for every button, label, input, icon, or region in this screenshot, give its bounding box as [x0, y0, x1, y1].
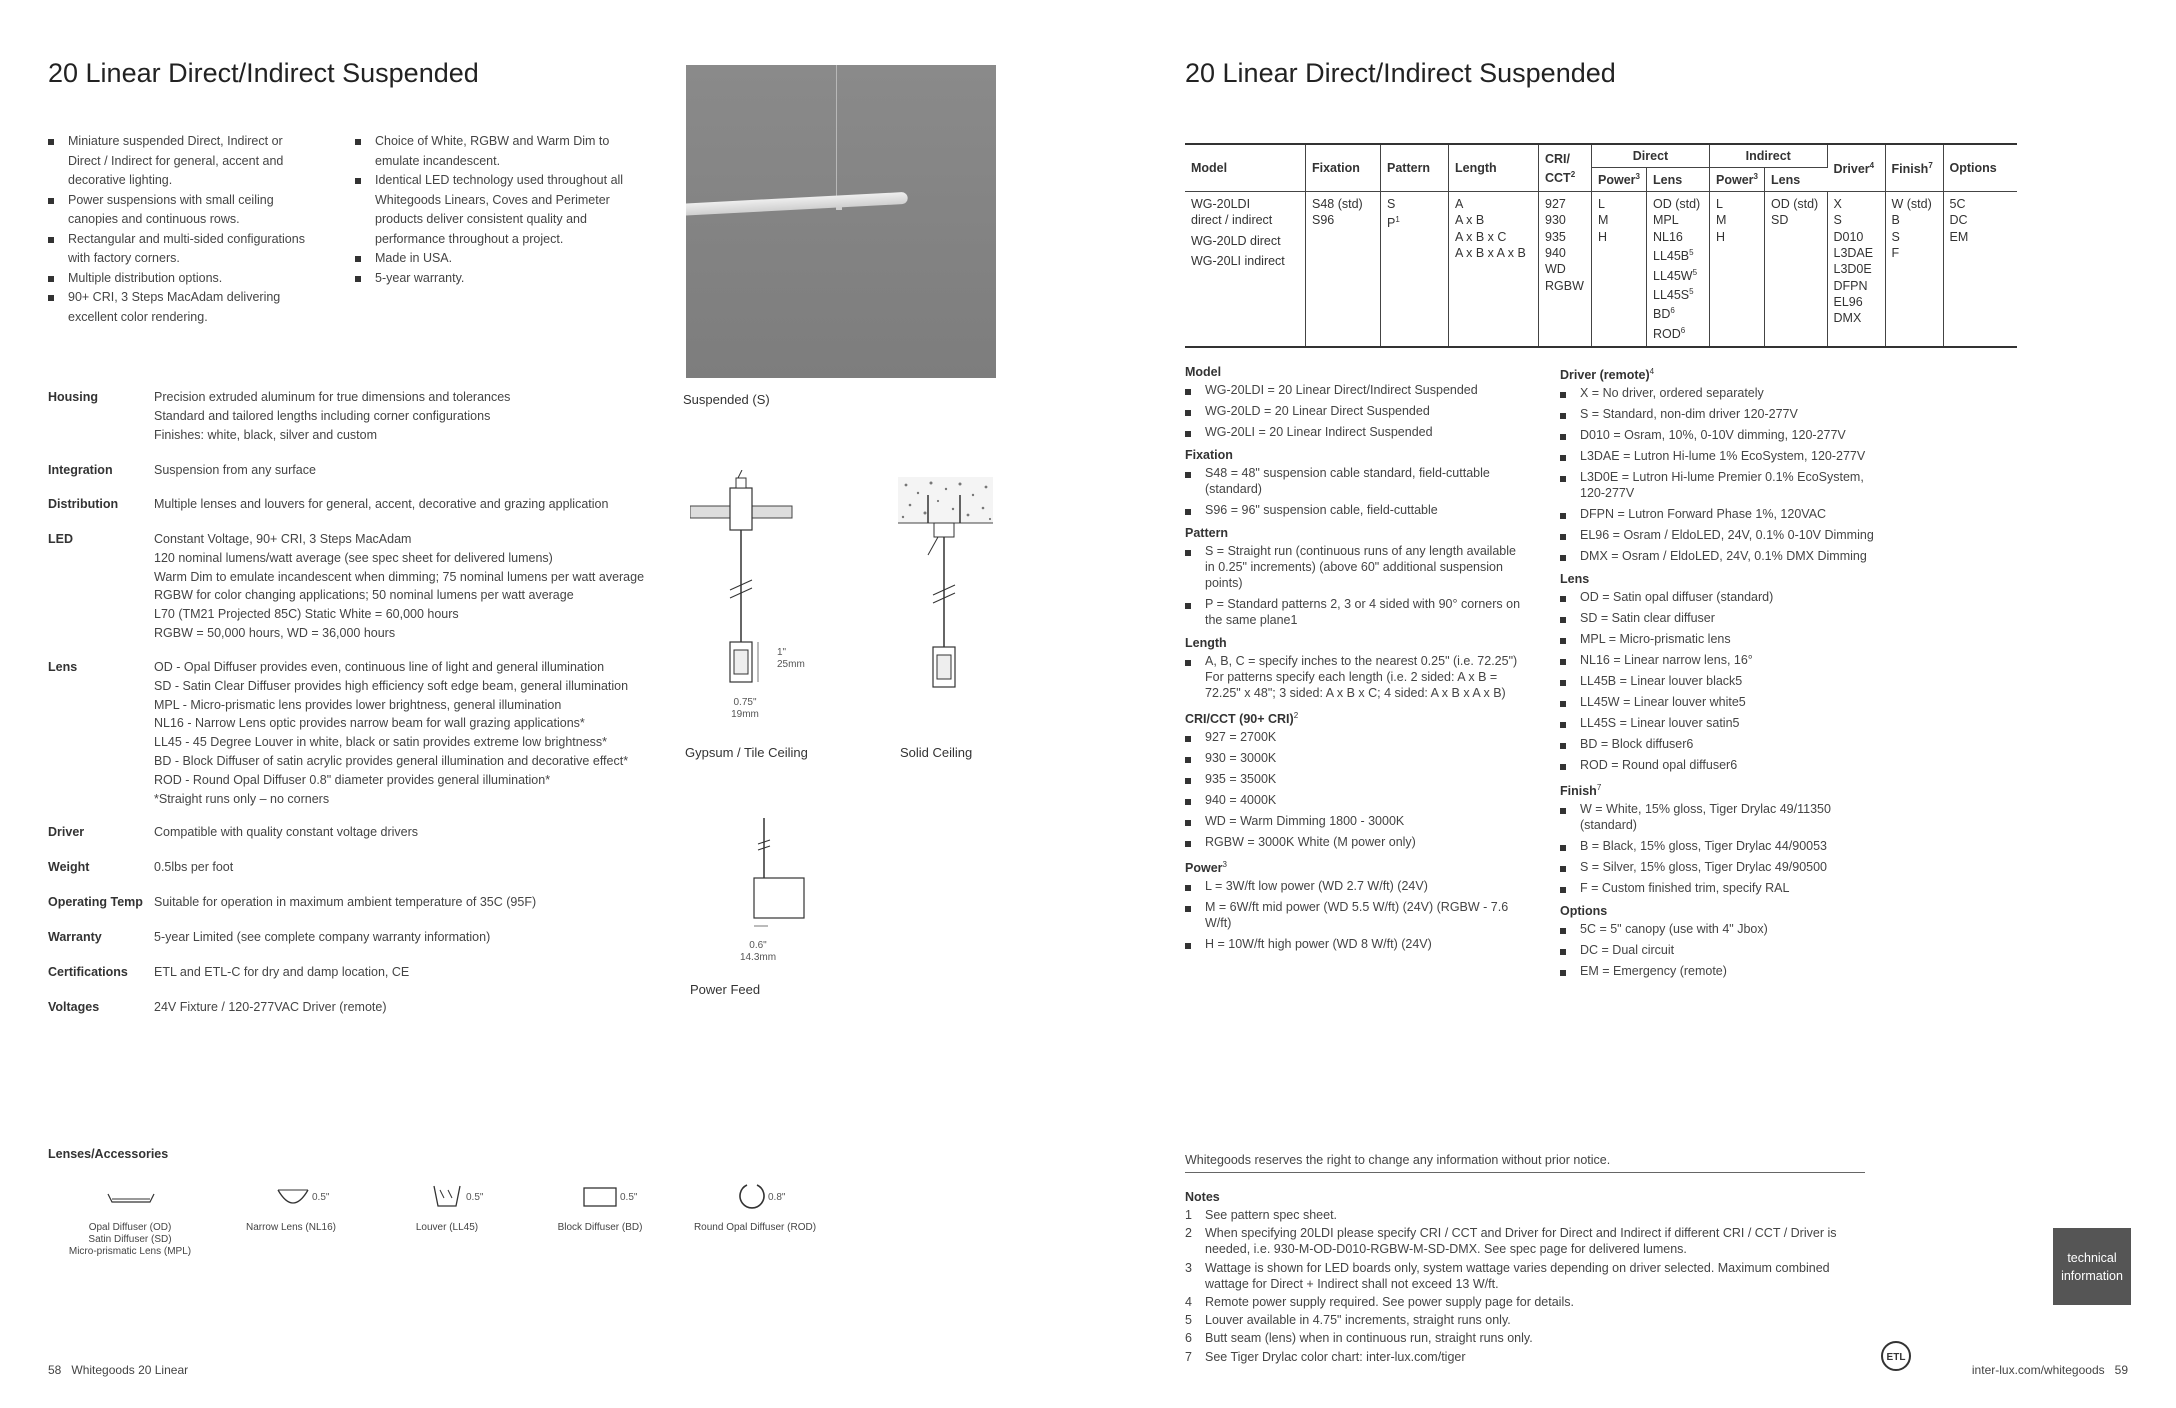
- cell-value: W (std): [1891, 197, 1932, 212]
- right-footer: [1972, 1363, 2128, 1377]
- footnote-ref: 2: [1570, 169, 1576, 179]
- option-item: WG-20LDI = 20 Linear Direct/Indirect Suspended: [1185, 382, 1525, 398]
- section-head-label: Finish: [1560, 784, 1597, 799]
- spec-label: Integration: [48, 463, 113, 477]
- cell-value: A x B x A x B: [1455, 246, 1526, 261]
- col-model: Model: [1185, 144, 1306, 192]
- cell-value: X: [1833, 197, 1842, 212]
- footnote-ref: 3: [1635, 172, 1640, 181]
- footnote-ref: 5: [1689, 286, 1694, 296]
- cell-indirect-lens: [1765, 192, 1828, 348]
- note-item: [1185, 1349, 1845, 1365]
- spec-value: Finishes: white, black, silver and custom: [154, 427, 378, 442]
- spec-label: LED: [48, 532, 73, 546]
- option-item: P = Standard patterns 2, 3 or 4 sided with 90° corners on the same plane1: [1185, 596, 1525, 628]
- cell-value: EM: [1949, 229, 1969, 244]
- note-text: See pattern spec sheet.: [1205, 1208, 1338, 1222]
- col-cri-cct: [1539, 144, 1592, 192]
- section-head-label: Power: [1185, 861, 1223, 876]
- etl-listed-logo: [1880, 1340, 1912, 1372]
- option-item: EL96 = Osram / EldoLED, 24V, 0.1% 0-10V Dimming: [1560, 527, 1890, 543]
- option-item: DC = Dual circuit: [1560, 942, 1890, 958]
- feature-list-col2: [355, 132, 645, 288]
- spec-value: Constant Voltage, 90+ CRI, 3 Steps MacAdam: [154, 532, 412, 546]
- dim-power-feed: [738, 940, 778, 964]
- option-item: NL16 = Linear narrow lens, 16°: [1560, 652, 1890, 668]
- cell-value: F: [1891, 246, 1900, 261]
- option-item: MPL = Micro-prismatic lens: [1560, 631, 1890, 647]
- caption-gypsum: Gypsum / Tile Ceiling: [685, 745, 808, 760]
- cell-length: [1449, 192, 1539, 348]
- spec-row-weight: [48, 858, 688, 877]
- cell-value: S: [1891, 229, 1900, 244]
- note-item: [1185, 1312, 1845, 1328]
- footnote-ref: 3: [1753, 172, 1758, 181]
- option-item: S = Silver, 15% gloss, Tiger Drylac 49/90500: [1560, 859, 1890, 875]
- option-item: DMX = Osram / EldoLED, 24V, 0.1% DMX Dimming: [1560, 548, 1890, 564]
- option-item: H = 10W/ft high power (WD 8 W/ft) (24V): [1185, 936, 1525, 952]
- option-item: LL45B = Linear louver black5: [1560, 673, 1890, 689]
- spec-value: RGBW = 50,000 hours, WD = 36,000 hours: [154, 625, 396, 640]
- cell-value: WG-20LDI: [1191, 197, 1251, 212]
- option-item: RGBW = 3000K White (M power only): [1185, 834, 1525, 850]
- cell-value: L: [1598, 197, 1605, 212]
- cell-value: 935: [1545, 229, 1566, 244]
- spec-value: Suspension from any surface: [154, 463, 316, 477]
- dim-value: 19mm: [731, 709, 759, 720]
- cell-value: BD: [1653, 307, 1671, 322]
- option-item: ROD = Round opal diffuser6: [1560, 757, 1890, 773]
- dim-value: 0.8": [768, 1192, 786, 1203]
- spec-value: *Straight runs only – no corners: [154, 791, 330, 806]
- cell-value: D010: [1833, 229, 1864, 244]
- note-text: When specifying 20LDI please specify CRI / CCT and Driver for Direct and Indirect if different CRI / CCT / Driver is needed, i.e. 930-M-OD-D010-RGBW-M-SD-DMX. See spec page for delivered lumens.: [1205, 1226, 1837, 1257]
- spec-label: Weight: [48, 860, 90, 874]
- accessory-label: Narrow Lens (NL16): [245, 1222, 337, 1233]
- spec-row-voltages: [48, 998, 688, 1017]
- spec-value: 0.5lbs per foot: [154, 860, 234, 874]
- col-direct-power: [1592, 168, 1647, 192]
- notes: [1185, 1187, 1845, 1367]
- option-item: F = Custom finished trim, specify RAL: [1560, 880, 1890, 896]
- col-driver: [1827, 144, 1885, 192]
- feature-item: 90+ CRI, 3 Steps MacAdam delivering excellent color rendering.: [48, 288, 318, 327]
- cell-value: DC: [1949, 213, 1968, 228]
- section-head-finish: [1560, 778, 1890, 801]
- footnote-ref: 4: [1649, 367, 1655, 376]
- block-diffuser-icon: [582, 1186, 618, 1208]
- cell-direct-lens: [1647, 192, 1710, 348]
- spec-row-distribution: [48, 495, 688, 514]
- accessories-title: Lenses/Accessories: [48, 1147, 169, 1161]
- option-sections-col2: [1560, 359, 1890, 984]
- spec-value: Standard and tailored lengths including corner configurations: [154, 408, 491, 423]
- left-footer: [48, 1363, 188, 1377]
- cell-value: OD (std): [1653, 197, 1701, 212]
- caption-solid: Solid Ceiling: [900, 745, 973, 760]
- cell-fixation: [1306, 192, 1381, 348]
- cell-direct-power: [1592, 192, 1647, 348]
- spec-value: SD - Satin Clear Diffuser provides high efficiency soft edge beam, general illumination: [154, 678, 629, 693]
- cell-value: WG-20LD direct: [1191, 233, 1281, 248]
- cell-value: DFPN: [1833, 278, 1868, 293]
- cell-value: MPL: [1653, 213, 1679, 228]
- spec-value: LL45 - 45 Degree Louver in white, black or satin provides extreme low brightness*: [154, 735, 608, 750]
- option-item: WG-20LD = 20 Linear Direct Suspended: [1185, 403, 1525, 419]
- option-item: L3DAE = Lutron Hi-lume 1% EcoSystem, 120-277V: [1560, 448, 1890, 464]
- dim-gypsum-width: [725, 697, 765, 721]
- option-item: X = No driver, ordered separately: [1560, 385, 1890, 401]
- spec-value: MPL - Micro-prismatic lens provides lower brightness, general illumination: [154, 697, 562, 712]
- cell-value: A: [1455, 197, 1464, 212]
- right-page-title: 20 Linear Direct/Indirect Suspended: [1185, 58, 1616, 88]
- note-number: 2: [1185, 1226, 1192, 1241]
- cri-label: CRI/: [1545, 151, 1570, 166]
- feature-list-col1: [48, 132, 318, 327]
- option-item: 940 = 4000K: [1185, 792, 1525, 808]
- cell-value: S: [1387, 197, 1396, 212]
- round-diffuser-icon: [738, 1182, 766, 1210]
- note-item: [1185, 1225, 1845, 1257]
- feature-item: Made in USA.: [355, 249, 645, 269]
- cell-value: L3DAE: [1833, 246, 1874, 261]
- cell-finish: [1885, 192, 1943, 348]
- note-number: 1: [1185, 1208, 1192, 1222]
- section-head-model: Model: [1185, 365, 1222, 379]
- col-indirect: Indirect: [1710, 144, 1828, 168]
- cell-value: direct / indirect: [1191, 213, 1273, 228]
- accessory-label: Round Opal Diffuser (ROD): [693, 1222, 817, 1233]
- note-number: 6: [1185, 1331, 1192, 1346]
- cell-value: ROD: [1653, 327, 1681, 342]
- cell-value: A x B x C: [1455, 229, 1507, 244]
- cell-value: 927: [1545, 197, 1566, 212]
- accessory-label: Block Diffuser (BD): [557, 1222, 643, 1233]
- option-item: SD = Satin clear diffuser: [1560, 610, 1890, 626]
- spec-value: 5-year Limited (see complete company warranty information): [154, 930, 491, 944]
- col-finish: [1885, 144, 1943, 192]
- caption-power-feed: Power Feed: [690, 982, 761, 997]
- cell-value: EL96: [1833, 294, 1863, 309]
- spec-row-warranty: [48, 928, 688, 947]
- col-direct: Direct: [1592, 144, 1710, 168]
- spec-label: Driver: [48, 825, 85, 839]
- spec-value: 24V Fixture / 120-277VAC Driver (remote): [154, 1000, 387, 1014]
- dim-value: 25mm: [777, 659, 805, 670]
- spec-row-driver: [48, 823, 688, 842]
- option-item: LL45S = Linear louver satin5: [1560, 715, 1890, 731]
- cell-value: M: [1598, 213, 1609, 228]
- feature-item: Power suspensions with small ceiling canopies and continuous rows.: [48, 191, 318, 230]
- spec-row-integration: [48, 461, 688, 480]
- spec-row-operating-temp: [48, 893, 688, 912]
- dim-value: 0.6": [749, 940, 767, 951]
- spec-row-housing: [48, 388, 688, 444]
- note-text: Remote power supply required. See power supply page for details.: [1205, 1295, 1574, 1310]
- option-item: WG-20LI = 20 Linear Indirect Suspended: [1185, 424, 1525, 440]
- accessory-label: Louver (LL45): [415, 1222, 479, 1233]
- spec-value: ROD - Round Opal Diffuser 0.8" diameter provides general illumination*: [154, 772, 551, 787]
- note-number: 4: [1185, 1295, 1192, 1310]
- spec-value: OD - Opal Diffuser provides even, continuous line of light and general illumination: [154, 660, 605, 674]
- col-indirect-power: [1710, 168, 1765, 192]
- col-fixation: Fixation: [1306, 144, 1381, 192]
- cell-cri: [1539, 192, 1592, 348]
- driver-label: Driver: [1833, 161, 1870, 176]
- footer-url: inter-lux.com/whitegoods: [1971, 1363, 2105, 1377]
- cell-value: M: [1716, 213, 1727, 228]
- dim-value: 14.3mm: [739, 952, 777, 963]
- cell-pattern: [1381, 192, 1449, 348]
- option-sections-col1: [1185, 359, 1525, 957]
- cell-value: WD: [1545, 262, 1566, 277]
- spec-label: Operating Temp: [48, 895, 143, 909]
- narrow-lens-icon: [276, 1188, 310, 1208]
- cell-value: 5C: [1949, 197, 1966, 212]
- option-item: S96 = 96" suspension cable, field-cuttable: [1185, 502, 1525, 518]
- cell-options: [1943, 192, 2017, 348]
- spec-value: Compatible with quality constant voltage drivers: [154, 825, 419, 839]
- finish-label: Finish: [1891, 161, 1929, 176]
- section-head-lens: Lens: [1560, 572, 1590, 587]
- dim-value: 0.5": [312, 1192, 330, 1203]
- footnote-ref: 4: [1869, 160, 1875, 170]
- cell-indirect-power: [1710, 192, 1765, 348]
- option-item: BD = Block diffuser6: [1560, 736, 1890, 752]
- option-item: D010 = Osram, 10%, 0-10V dimming, 120-277V: [1560, 427, 1890, 443]
- cell-value: OD (std): [1771, 197, 1819, 212]
- dim-value: 0.5": [466, 1192, 484, 1203]
- option-item: EM = Emergency (remote): [1560, 963, 1890, 979]
- footnote-ref: 6: [1680, 325, 1686, 335]
- feature-item: 5-year warranty.: [355, 269, 645, 289]
- spec-value: RGBW for color changing applications; 50 nominal lumens per watt average: [154, 588, 574, 603]
- section-head-label: CRI/CCT (90+ CRI): [1185, 712, 1294, 727]
- note-text: Butt seam (lens) when in continuous run, straight runs only.: [1205, 1331, 1533, 1346]
- spec-label: Housing: [48, 390, 98, 404]
- spec-label: Certifications: [48, 965, 128, 979]
- disclaimer: Whitegoods reserves the right to change any information without prior notice.: [1185, 1153, 1865, 1173]
- cell-value: SD: [1771, 213, 1789, 228]
- footer-text: Whitegoods 20 Linear: [71, 1363, 189, 1377]
- footnote-ref: 6: [1670, 306, 1675, 316]
- spec-label: Distribution: [48, 497, 119, 511]
- note-item: [1185, 1207, 1845, 1223]
- note-number: 3: [1185, 1260, 1192, 1275]
- spec-value: ETL and ETL-C for dry and damp location, CE: [154, 965, 410, 979]
- cell-value: 930: [1545, 213, 1566, 228]
- dim-value: 1": [777, 647, 787, 658]
- cell-value: 940: [1545, 246, 1566, 261]
- spec-row-certifications: [48, 963, 688, 982]
- note-item: [1185, 1260, 1845, 1292]
- note-text: Louver available in 4.75" increments, straight runs only.: [1205, 1313, 1511, 1328]
- cell-value: LL45B: [1653, 249, 1690, 264]
- option-item: 930 = 3000K: [1185, 750, 1525, 766]
- option-item: L = 3W/ft low power (WD 2.7 W/ft) (24V): [1185, 878, 1525, 894]
- option-item: S48 = 48" suspension cable standard, field-cuttable (standard): [1185, 465, 1525, 497]
- power-label: Power: [1716, 173, 1754, 188]
- spec-value: Multiple lenses and louvers for general, accent, decorative and grazing application: [154, 497, 609, 511]
- option-item: S = Standard, non-dim driver 120-277V: [1560, 406, 1890, 422]
- section-head-fixation: Fixation: [1185, 448, 1233, 462]
- cell-value: LL45S: [1653, 288, 1690, 303]
- option-item: 935 = 3500K: [1185, 771, 1525, 787]
- note-number: 7: [1185, 1349, 1192, 1364]
- cell-value: NL16: [1653, 229, 1683, 244]
- cell-value: H: [1716, 229, 1726, 244]
- option-item: OD = Satin opal diffuser (standard): [1560, 589, 1890, 605]
- option-item: B = Black, 15% gloss, Tiger Drylac 44/90053: [1560, 838, 1890, 854]
- caption-suspended: Suspended (S): [683, 392, 770, 407]
- spec-row-led: [48, 530, 688, 643]
- left-page-title: 20 Linear Direct/Indirect Suspended: [48, 58, 479, 88]
- note-item: [1185, 1330, 1845, 1346]
- section-head-pattern: Pattern: [1185, 526, 1229, 540]
- section-head-label: Driver (remote): [1560, 368, 1650, 383]
- louver-icon: [430, 1184, 464, 1208]
- note-text: See Tiger Drylac color chart: inter-lux.com/tiger: [1205, 1349, 1466, 1364]
- footnote-ref: 7: [1596, 783, 1602, 793]
- footnote-ref: 2: [1293, 711, 1299, 720]
- spec-value: L70 (TM21 Projected 85C) Static White = 60,000 hours: [154, 607, 459, 622]
- col-indirect-lens: Lens: [1771, 172, 1801, 187]
- option-item: A, B, C = specify inches to the nearest 0.25" (i.e. 72.25") For patterns specify each length (i.e. 2 sided: A x B = 72.25" x 48"; 3 sided: A x B x C; 4 sided: A x B x A x B): [1185, 653, 1525, 701]
- section-head-options: Options: [1560, 904, 1608, 919]
- spec-value: NL16 - Narrow Lens optic provides narrow beam for wall grazing applications*: [154, 716, 585, 731]
- option-item: W = White, 15% gloss, Tiger Drylac 49/11350 (standard): [1560, 801, 1890, 833]
- option-item: S = Straight run (continuous runs of any length available in 0.25" increments) (above 60" additional suspension points): [1185, 543, 1525, 591]
- section-head-cri-cct: [1185, 706, 1525, 729]
- cell-value: S48 (std): [1312, 197, 1363, 212]
- cell-value: L3D0E: [1833, 262, 1872, 277]
- spec-label: Voltages: [48, 1000, 100, 1014]
- cell-value: A x B: [1455, 213, 1485, 228]
- cell-model: [1185, 192, 1306, 348]
- cell-value: S: [1833, 213, 1842, 228]
- dim-value: 0.75": [733, 697, 757, 708]
- spec-value: Precision extruded aluminum for true dimensions and tolerances: [154, 390, 511, 404]
- cct-label: CCT: [1545, 170, 1571, 185]
- cell-value: WG-20LI indirect: [1191, 254, 1285, 269]
- spec-value: BD - Block Diffuser of satin acrylic provides general illumination and decorative effect*: [154, 753, 629, 768]
- option-item: LL45W = Linear louver white5: [1560, 694, 1890, 710]
- cell-value: B: [1891, 213, 1900, 228]
- page-number: 59: [2114, 1363, 2128, 1377]
- note-text: Wattage is shown for LED boards only, system wattage varies depending on driver selected. Maximum combined wattage for Direct + Indirect shall not exceed 13 W/ft.: [1205, 1260, 1830, 1291]
- note-number: 5: [1185, 1313, 1192, 1328]
- page-number: 58: [48, 1363, 62, 1377]
- cell-value: LL45W: [1653, 268, 1693, 283]
- option-item: M = 6W/ft mid power (WD 5.5 W/ft) (24V) (RGBW - 7.6 W/ft): [1185, 899, 1525, 931]
- cell-value: H: [1598, 229, 1608, 244]
- solid-ceiling-drawing: [898, 475, 998, 695]
- col-options: Options: [1943, 144, 2017, 192]
- option-item: 5C = 5" canopy (use with 4" Jbox): [1560, 921, 1890, 937]
- col-pattern: Pattern: [1381, 144, 1449, 192]
- option-item: DFPN = Lutron Forward Phase 1%, 120VAC: [1560, 506, 1890, 522]
- cell-value: DMX: [1833, 311, 1862, 326]
- col-length: Length: [1449, 144, 1539, 192]
- feature-item: Identical LED technology used throughout all Whitegoods Linears, Coves and Perimeter products deliver consistent quality and performance throughout a project.: [355, 171, 645, 249]
- option-item: 927 = 2700K: [1185, 729, 1525, 745]
- spec-value: Warm Dim to emulate incandescent when dimming; 75 nominal lumens per watt average: [154, 569, 645, 584]
- power-feed-drawing: [740, 818, 810, 938]
- cell-value: L: [1716, 197, 1723, 212]
- dim-value: 0.5": [620, 1192, 638, 1203]
- gypsum-ceiling-drawing: [690, 470, 830, 695]
- etl-logo-text: ETL: [1886, 1352, 1906, 1363]
- note-item: [1185, 1294, 1845, 1310]
- cell-value: P: [1387, 216, 1396, 231]
- footnote-ref: 5: [1692, 267, 1698, 277]
- spec-label: Lens: [48, 660, 78, 674]
- cell-value: RGBW: [1545, 278, 1584, 293]
- footnote-ref: 3: [1222, 860, 1227, 870]
- power-label: Power: [1598, 173, 1636, 188]
- feature-item: Rectangular and multi-sided configurations with factory corners.: [48, 230, 318, 269]
- accessory-label: Opal Diffuser (OD) Satin Diffuser (SD) Micro-prismatic Lens (MPL): [68, 1222, 192, 1257]
- footnote-ref: 7: [1928, 160, 1933, 170]
- spec-row-lens: [48, 658, 688, 808]
- opal-diffuser-icon: [106, 1190, 156, 1206]
- technical-info-tab[interactable]: technical information: [2053, 1228, 2131, 1305]
- option-item: WD = Warm Dimming 1800 - 3000K: [1185, 813, 1525, 829]
- footnote-ref: 5: [1689, 248, 1694, 258]
- feature-item: Choice of White, RGBW and Warm Dim to emulate incandescent.: [355, 132, 645, 171]
- cell-driver: [1827, 192, 1885, 348]
- ordering-table: [1185, 143, 2017, 348]
- option-item: L3D0E = Lutron Hi-lume Premier 0.1% EcoSystem, 120-277V: [1560, 469, 1890, 501]
- section-head-driver: [1560, 362, 1890, 385]
- product-photo: [686, 65, 996, 378]
- spec-label: Warranty: [48, 930, 102, 944]
- cell-value: S96: [1312, 213, 1335, 228]
- col-direct-lens: Lens: [1647, 168, 1710, 192]
- spec-value: Suitable for operation in maximum ambient temperature of 35C (95F): [154, 895, 537, 909]
- footnote-ref: 1: [1395, 215, 1400, 225]
- dim-gypsum-height: [777, 647, 805, 671]
- feature-item: Miniature suspended Direct, Indirect or Direct / Indirect for general, accent and decorative lighting.: [48, 132, 318, 191]
- spec-value: 120 nominal lumens/watt average (see spec sheet for delivered lumens): [154, 550, 553, 565]
- feature-item: Multiple distribution options.: [48, 269, 318, 289]
- section-head-length: Length: [1185, 636, 1227, 650]
- notes-title: Notes: [1185, 1190, 1220, 1204]
- section-head-power: [1185, 855, 1525, 878]
